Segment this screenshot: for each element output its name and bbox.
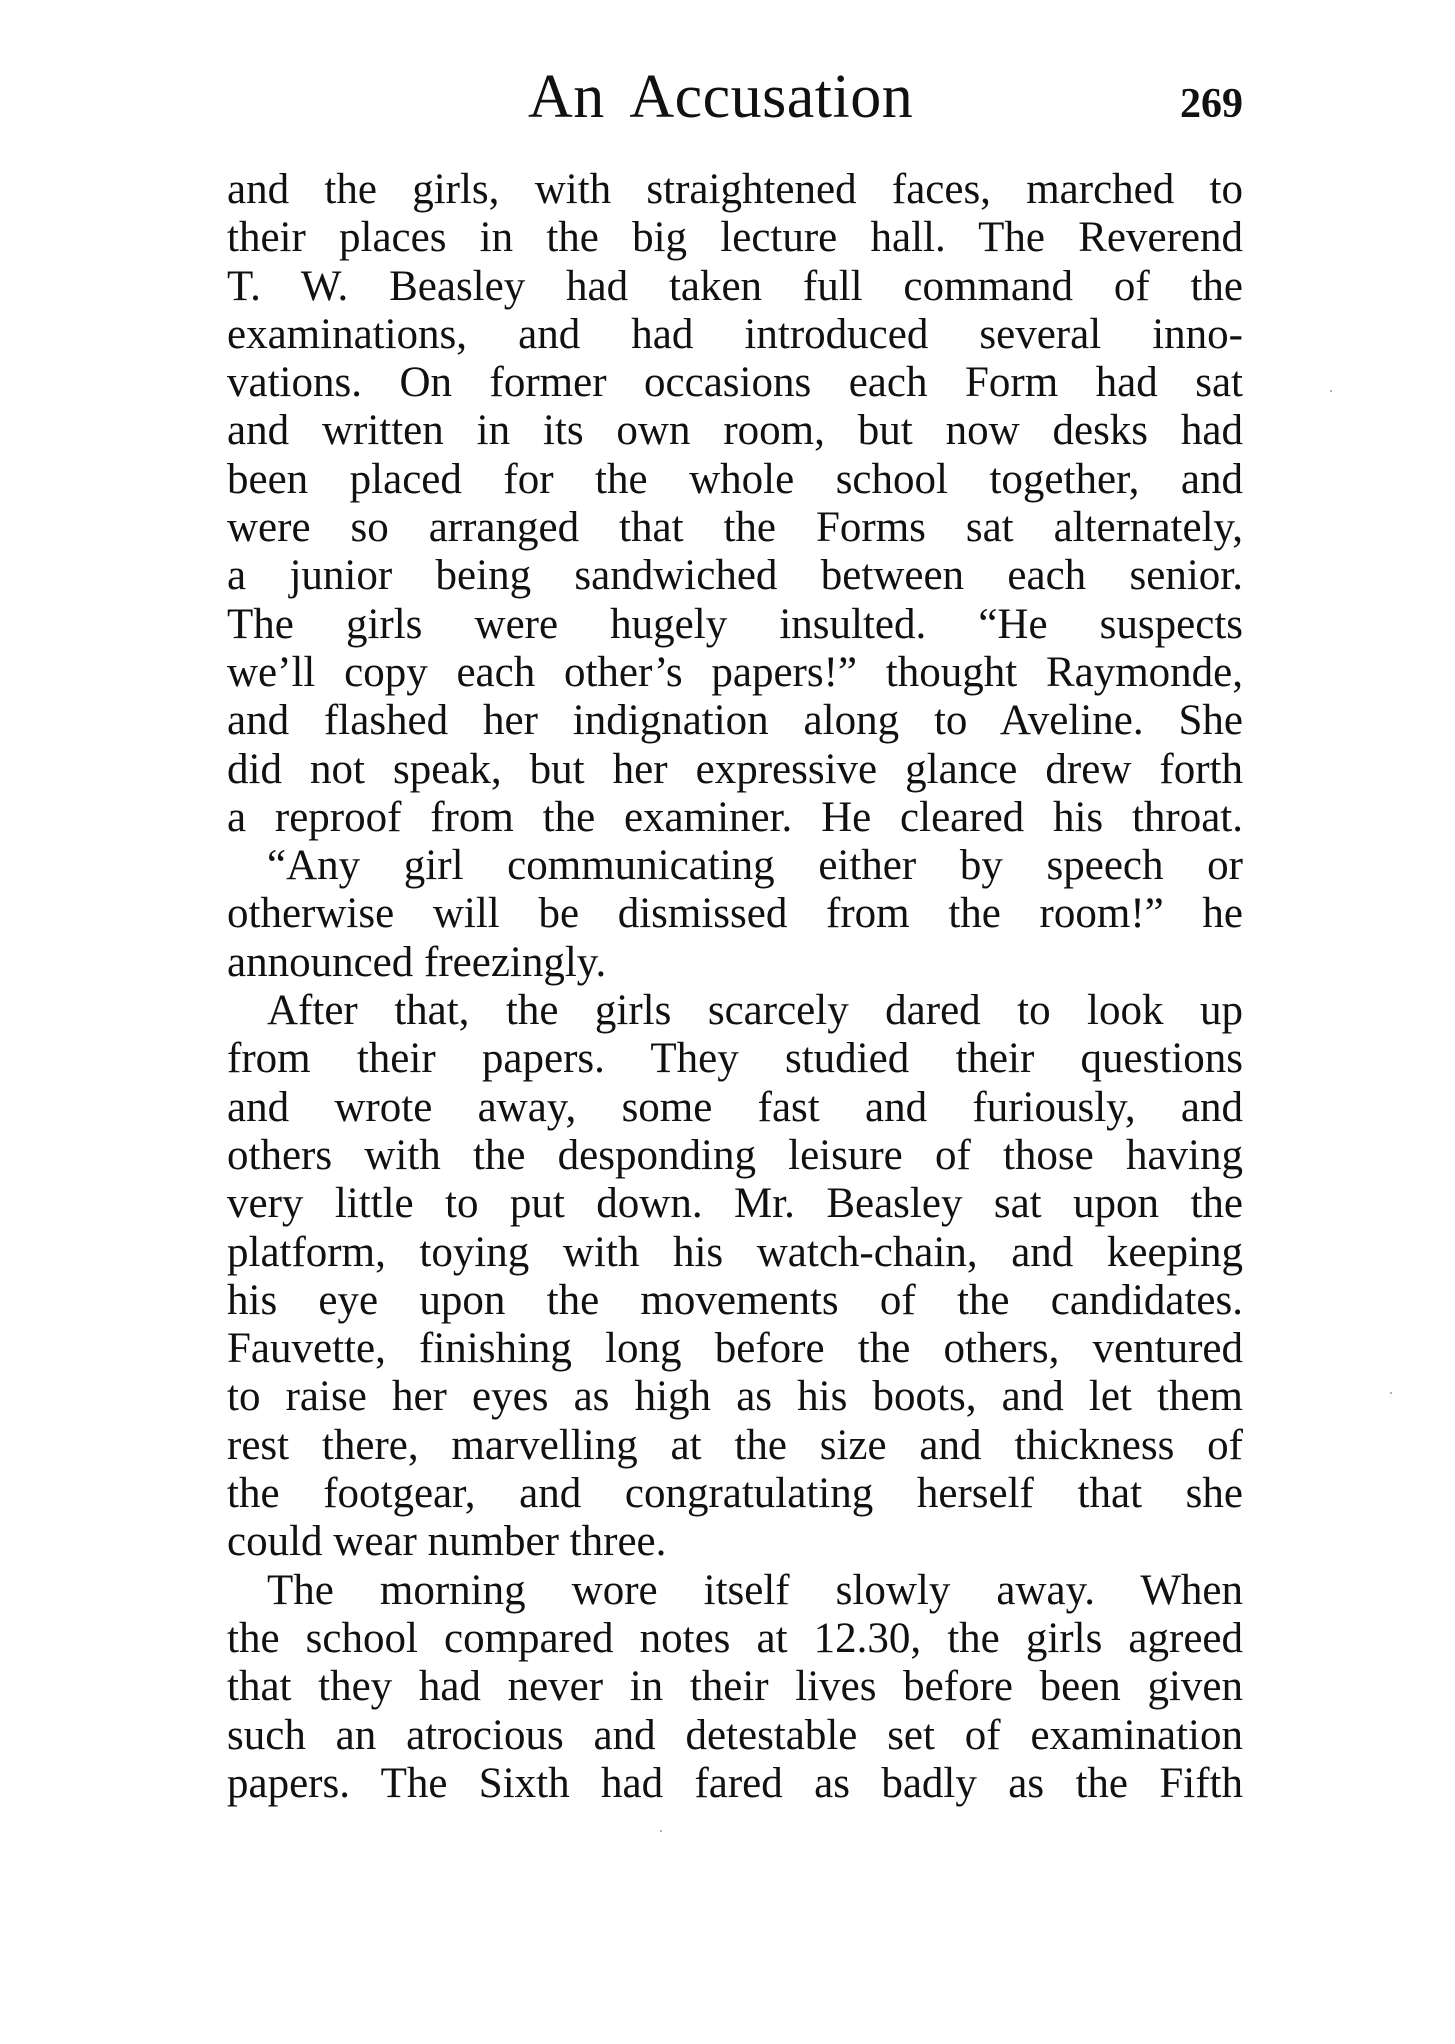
text-line: from their papers. They studied their questions	[227, 1035, 1243, 1083]
text-line: could wear number three.	[227, 1518, 667, 1566]
text-line: rest there, marvelling at the size and thickness of	[227, 1421, 1243, 1469]
body-text	[227, 166, 1243, 1808]
text-line: to raise her eyes as high as his boots, and let them	[227, 1373, 1243, 1421]
text-line: his eye upon the movements of the candidates.	[227, 1276, 1243, 1324]
text-line: been placed for the whole school together, and	[227, 455, 1243, 503]
text-line: we’ll copy each other’s papers!” thought Raymonde,	[227, 648, 1243, 696]
text-line: T. W. Beasley had taken full command of the	[227, 262, 1243, 310]
text-line: such an atrocious and detestable set of examination	[227, 1711, 1243, 1759]
text-line: otherwise will be dismissed from the room!” he	[227, 890, 1243, 938]
scan-speck	[1390, 1392, 1392, 1394]
scan-speck	[660, 1830, 662, 1832]
running-head	[0, 62, 1455, 132]
text-line: Fauvette, finishing long before the others, ventured	[227, 1325, 1243, 1373]
text-line: others with the desponding leisure of those having	[227, 1131, 1243, 1179]
text-line: papers. The Sixth had fared as badly as the Fifth	[227, 1759, 1243, 1807]
text-line: The girls were hugely insulted. “He suspects	[227, 600, 1243, 648]
text-line: did not speak, but her expressive glance drew forth	[227, 745, 1243, 793]
chapter-title: An Accusation	[528, 63, 914, 131]
text-line: very little to put down. Mr. Beasley sat upon the	[227, 1180, 1243, 1228]
text-line: and flashed her indignation along to Aveline. She	[227, 697, 1243, 745]
text-line: the footgear, and congratulating herself that she	[227, 1470, 1243, 1518]
text-line: that they had never in their lives before been given	[227, 1663, 1243, 1711]
text-line: and written in its own room, but now desks had	[227, 407, 1243, 455]
text-line: and wrote away, some fast and furiously, and	[227, 1083, 1243, 1131]
text-line: vations. On former occasions each Form had sat	[227, 359, 1243, 407]
text-line: a junior being sandwiched between each senior.	[227, 552, 1243, 600]
text-line: and the girls, with straightened faces, marched to	[227, 166, 1243, 213]
text-line: a reproof from the examiner. He cleared his throat.	[227, 793, 1243, 841]
scan-speck	[1330, 390, 1332, 392]
text-line: The morning wore itself slowly away. When	[267, 1566, 1243, 1614]
text-line: platform, toying with his watch-chain, and keeping	[227, 1228, 1243, 1276]
text-line: the school compared notes at 12.30, the girls agreed	[227, 1614, 1243, 1662]
text-line: their places in the big lecture hall. The Reverend	[227, 214, 1243, 262]
text-line: were so arranged that the Forms sat alternately,	[227, 504, 1243, 552]
text-line: “Any girl communicating either by speech or	[267, 842, 1243, 890]
page-number: 269	[1180, 81, 1243, 127]
text-line: After that, the girls scarcely dared to look up	[267, 987, 1243, 1035]
text-line: announced freezingly.	[227, 938, 607, 986]
text-line: examinations, and had introduced several inno-	[227, 310, 1243, 358]
